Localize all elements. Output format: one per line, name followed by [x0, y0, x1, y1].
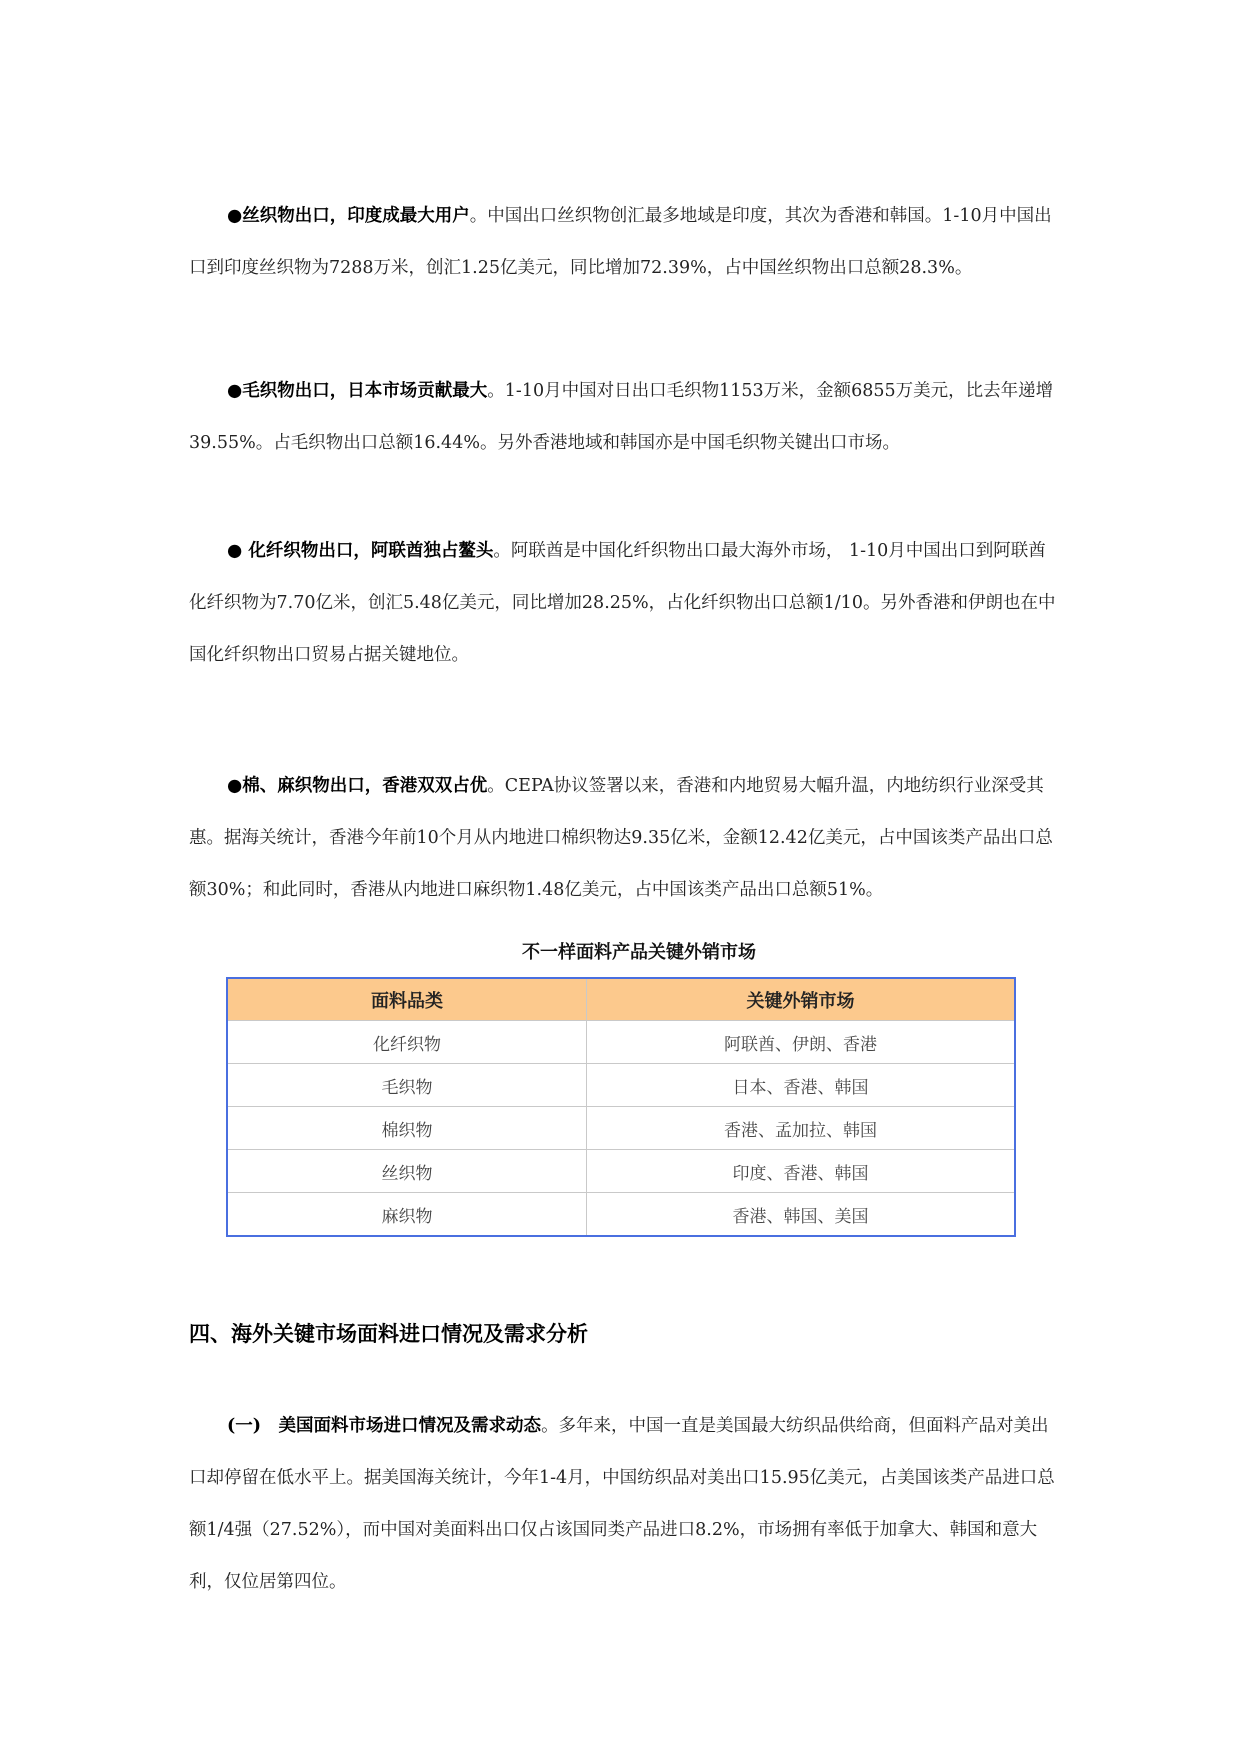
paragraph-lead: ●棉、麻织物出口，香港双双占优 [227, 776, 488, 796]
cell-category: 毛织物 [227, 1064, 587, 1107]
paragraph-body: 。中国出口丝织物创汇最多地域是印度，其次为香港和韩国。1-10月中国出口到印度丝织物为7288万米，创汇1.25亿美元，同比增加72.39%，占中国丝织物出口总额28.3%。 [189, 206, 1052, 278]
column-header-category: 面料品类 [227, 978, 587, 1021]
table-row [227, 1150, 1015, 1193]
paragraph-body: 。CEPA协议签署以来，香港和内地贸易大幅升温，内地纺织行业深受其惠。据海关统计，香港今年前10个月从内地进口棉织物达9.35亿米，金额12.42亿美元，占中国该类产品出口总额30%；和此同时，香港从内地进口麻织物1.48亿美元，占中国该类产品出口总额51%。 [189, 776, 1053, 900]
paragraph-us-market [189, 1400, 1059, 1608]
table-caption: 不一样面料产品关键外销市场 [522, 942, 756, 963]
paragraph-lead: ●丝织物出口，印度成最大用户 [227, 206, 470, 226]
cell-category: 麻织物 [227, 1193, 587, 1237]
paragraph-lead: ● 化纤织物出口，阿联酋独占鳌头 [227, 541, 494, 561]
table-row [227, 1021, 1015, 1064]
cell-category: 化纤织物 [227, 1021, 587, 1064]
cell-category: 丝织物 [227, 1150, 587, 1193]
markets-table [226, 977, 1016, 1237]
paragraph-body: 。1-10月中国对日出口毛织物1153万米，金额6855万美元，比去年递增39.55%。占毛织物出口总额16.44%。另外香港地域和韩国亦是中国毛织物关键出口市场。 [189, 381, 1054, 453]
column-header-markets: 关键外销市场 [587, 978, 1016, 1021]
cell-markets: 香港、孟加拉、韩国 [587, 1107, 1016, 1150]
paragraph-body: 。多年来，中国一直是美国最大纺织品供给商，但面料产品对美出口却停留在低水平上。据美国海关统计，今年1-4月，中国纺织品对美出口15.95亿美元，占美国该类产品进口总额1/4强（27.52%），而中国对美面料出口仅占该国同类产品进口8.2%，市场拥有率低于加拿大、韩国和意大利，仅位居第四位。 [189, 1416, 1055, 1592]
paragraph-wool-exports [189, 365, 1059, 469]
cell-markets: 印度、香港、韩国 [587, 1150, 1016, 1193]
paragraph-lead: (一) 美国面料市场进口情况及需求动态 [227, 1416, 542, 1436]
paragraph-cotton-linen-exports [189, 760, 1059, 916]
paragraph-lead: ●毛织物出口，日本市场贡献最大 [227, 381, 488, 401]
table-header-row [227, 978, 1015, 1021]
cell-markets: 香港、韩国、美国 [587, 1193, 1016, 1237]
cell-category: 棉织物 [227, 1107, 587, 1150]
paragraph-synthetic-exports [189, 525, 1059, 681]
paragraph-silk-exports [189, 190, 1059, 294]
cell-markets: 阿联酋、伊朗、香港 [587, 1021, 1016, 1064]
table-row [227, 1193, 1015, 1237]
cell-markets: 日本、香港、韩国 [587, 1064, 1016, 1107]
table-row [227, 1107, 1015, 1150]
table-row [227, 1064, 1015, 1107]
paragraph-body: 。阿联酋是中国化纤织物出口最大海外市场， 1-10月中国出口到阿联酋化纤织物为7.70亿米，创汇5.48亿美元，同比增加28.25%，占化纤织物出口总额1/10。另外香港和伊朗也在中国化纤织物出口贸易占据关键地位。 [189, 541, 1056, 665]
section-heading: 四、海外关键市场面料进口情况及需求分析 [189, 1322, 588, 1346]
